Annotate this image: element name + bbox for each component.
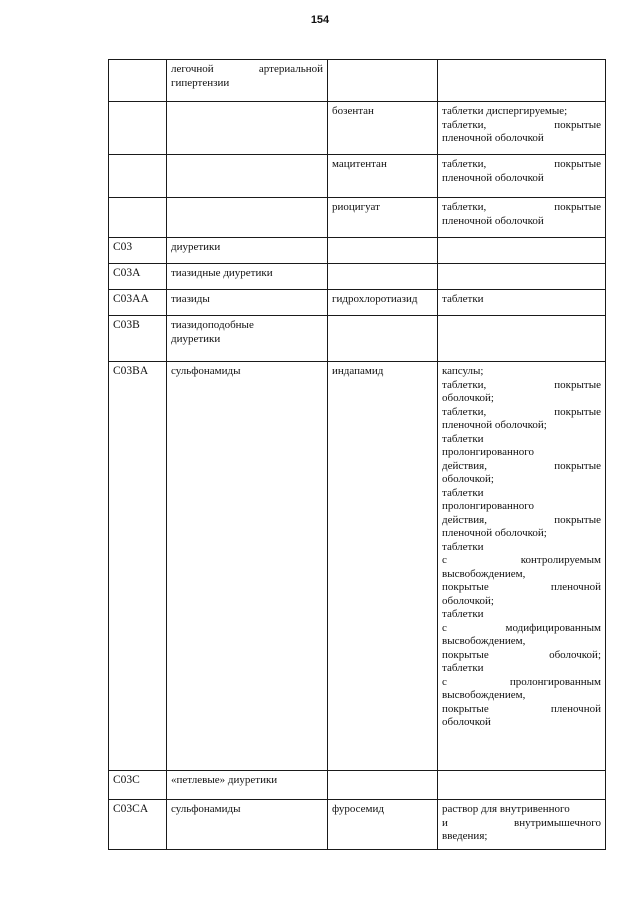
table-row	[109, 60, 606, 102]
dosage-form-line: раствор для внутривенного	[442, 803, 570, 815]
dosage-form-line: введения;	[442, 830, 488, 842]
group-name-cell	[167, 771, 328, 800]
dosage-form-cell	[438, 155, 606, 198]
substance-cell: мацитентан	[328, 155, 438, 198]
dosage-form-line: оболочкой;	[442, 392, 494, 404]
dosage-form-line: таблетки, покрытые	[442, 378, 601, 391]
dosage-form-line: таблетки	[442, 293, 484, 305]
dosage-form-line: таблетки	[442, 662, 484, 674]
atc-code-cell: C03BA	[109, 362, 167, 771]
group-name-cell	[167, 316, 328, 362]
dosage-form-cell	[438, 198, 606, 238]
dosage-form-line: пролонгированного	[442, 500, 534, 512]
atc-code-cell: C03CA	[109, 800, 167, 850]
dosage-form-line: таблетки, покрытые	[442, 201, 601, 213]
atc-code-cell: C03AA	[109, 290, 167, 316]
substance-cell	[328, 238, 438, 264]
group-name-cell	[167, 362, 328, 771]
group-name-cell	[167, 800, 328, 850]
table-row	[109, 264, 606, 290]
dosage-form-line: действия, покрытые	[442, 513, 601, 526]
substance-cell: индапамид	[328, 362, 438, 771]
dosage-form-line: капсулы;	[442, 365, 484, 377]
substance-cell	[328, 60, 438, 102]
substance-cell	[328, 771, 438, 800]
dosage-form-line: покрытые пленочной	[442, 702, 601, 715]
dosage-form-cell	[438, 102, 606, 155]
group-name-line: тиазидоподобные	[171, 319, 254, 331]
drug-table	[108, 59, 606, 850]
group-name-line: сульфонамиды	[171, 803, 241, 815]
substance-cell: гидрохлоротиазид	[328, 290, 438, 316]
dosage-form-line: таблетки	[442, 486, 484, 499]
dosage-form-line: таблетки, покрытые	[442, 405, 601, 418]
atc-code-cell	[109, 155, 167, 198]
substance-cell	[328, 264, 438, 290]
dosage-form-line: и внутримышечного	[442, 816, 601, 829]
dosage-form-line: оболочкой	[442, 716, 491, 728]
table-row	[109, 316, 606, 362]
atc-code-cell	[109, 102, 167, 155]
substance-cell	[328, 316, 438, 362]
dosage-form-line: с контролируемым	[442, 554, 601, 566]
table-row	[109, 800, 606, 850]
dosage-form-line: таблетки	[442, 432, 484, 445]
dosage-form-line: оболочкой;	[442, 473, 494, 485]
substance-cell: риоцигуат	[328, 198, 438, 238]
dosage-form-line: покрытые пленочной	[442, 581, 601, 593]
dosage-form-cell	[438, 290, 606, 316]
group-name-cell	[167, 102, 328, 155]
atc-code-cell	[109, 60, 167, 102]
substance-cell: бозентан	[328, 102, 438, 155]
atc-code-cell: C03B	[109, 316, 167, 362]
dosage-form-cell	[438, 362, 606, 771]
dosage-form-cell	[438, 316, 606, 362]
group-name-cell	[167, 264, 328, 290]
dosage-form-line: высвобождением,	[442, 689, 526, 701]
group-name-line: диуретики	[171, 332, 221, 345]
dosage-form-cell	[438, 60, 606, 102]
table-row	[109, 362, 606, 771]
dosage-form-line: пленочной оболочкой	[442, 171, 544, 184]
dosage-form-line: пленочной оболочкой;	[442, 419, 547, 431]
atc-code-cell: C03C	[109, 771, 167, 800]
group-name-cell	[167, 290, 328, 316]
dosage-form-line: высвобождением,	[442, 567, 526, 580]
dosage-form-line: пленочной оболочкой	[442, 132, 544, 144]
table-row	[109, 771, 606, 800]
group-name-line: тиазиды	[171, 293, 210, 305]
group-name-line: сульфонамиды	[171, 365, 241, 377]
table-row	[109, 198, 606, 238]
group-name-line: «петлевые» диуретики	[171, 774, 278, 786]
dosage-form-line: пленочной оболочкой;	[442, 527, 547, 539]
table-row	[109, 155, 606, 198]
group-name-cell	[167, 198, 328, 238]
substance-cell: фуросемид	[328, 800, 438, 850]
group-name-cell	[167, 155, 328, 198]
dosage-form-line: таблетки	[442, 608, 484, 620]
page-number: 154	[310, 14, 330, 26]
dosage-form-line: таблетки, покрытые	[442, 158, 601, 170]
dosage-form-line: таблетки, покрытые	[442, 118, 601, 131]
atc-code-cell: C03A	[109, 264, 167, 290]
atc-code-cell: C03	[109, 238, 167, 264]
table-row	[109, 290, 606, 316]
group-name-cell	[167, 60, 328, 102]
atc-code-cell	[109, 198, 167, 238]
table-row	[109, 238, 606, 264]
dosage-form-line: таблетки	[442, 540, 484, 553]
group-name-cell	[167, 238, 328, 264]
group-name-line: легочной артериальной	[171, 63, 323, 75]
dosage-form-cell	[438, 238, 606, 264]
group-name-line: гипертензии	[171, 76, 230, 89]
dosage-form-cell	[438, 771, 606, 800]
dosage-form-cell	[438, 264, 606, 290]
group-name-line: тиазидные диуретики	[171, 267, 273, 279]
dosage-form-line: таблетки диспергируемые;	[442, 105, 568, 117]
table-row	[109, 102, 606, 155]
dosage-form-line: пленочной оболочкой	[442, 214, 544, 227]
dosage-form-line: оболочкой;	[442, 594, 494, 607]
dosage-form-line: с пролонгированным	[442, 675, 601, 688]
dosage-form-line: покрытые оболочкой;	[442, 648, 601, 661]
group-name-line: диуретики	[171, 241, 221, 253]
drug-table-body	[109, 60, 606, 850]
dosage-form-line: с модифицированным	[442, 621, 601, 634]
dosage-form-cell	[438, 800, 606, 850]
dosage-form-line: высвобождением,	[442, 635, 526, 647]
dosage-form-line: действия, покрытые	[442, 459, 601, 472]
dosage-form-line: пролонгированного	[442, 446, 534, 458]
